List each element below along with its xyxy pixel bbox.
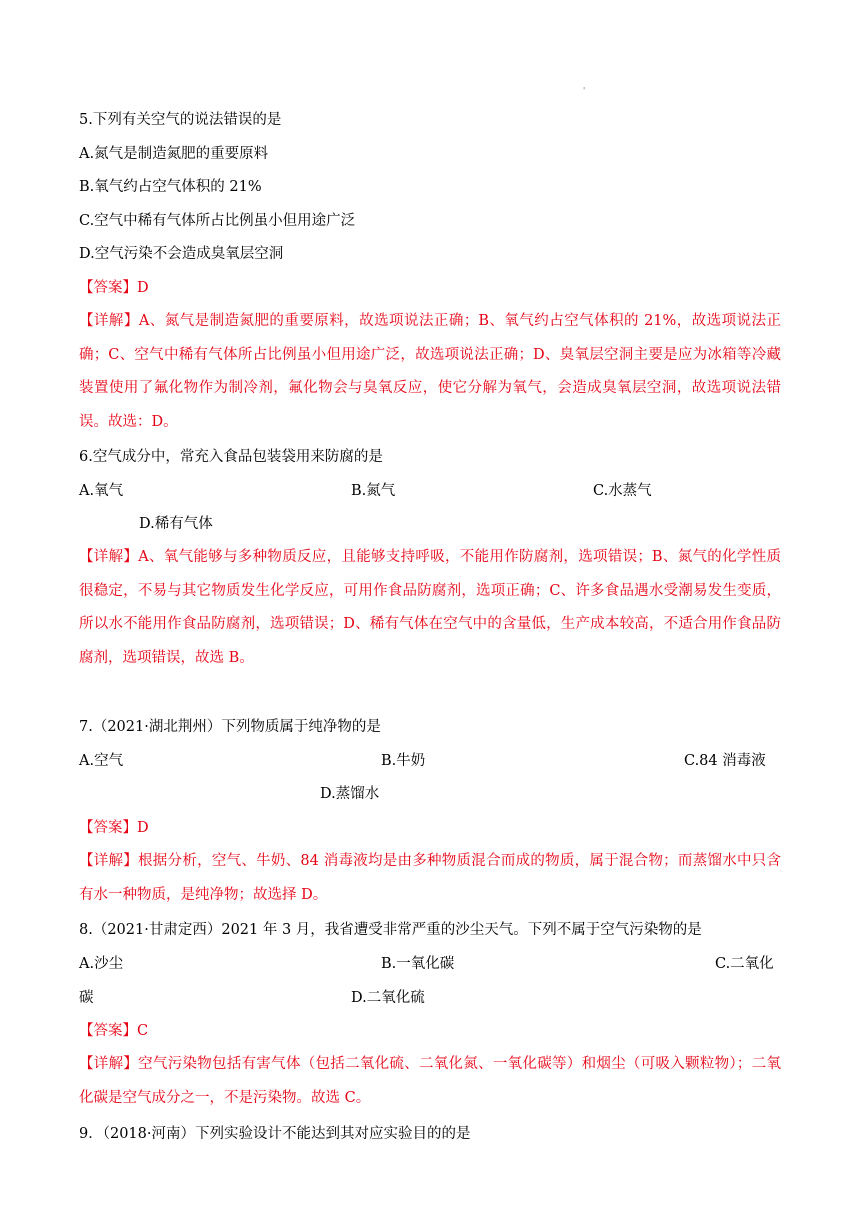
q6-option-c: C.水蒸气 — [593, 483, 652, 499]
q7-explanation: 【详解】根据分析，空气、牛奶、84 消毒液均是由多种物质混合而成的物质，属于混合物；而蒸馏水中只含有水一种物质，是纯净物；故选择 D。 — [79, 853, 781, 903]
q7-option-b: B.牛奶 — [381, 753, 426, 769]
q5-option-d: D.空气污染不会造成臭氧层空洞 — [79, 246, 284, 262]
q8-explanation: 【详解】空气污染物包括有害气体（包括二氧化硫、二氧化氮、一氧化碳等）和烟尘（可吸入颗粒物）；二氧化碳是空气成分之一，不是污染物。故选 C。 — [79, 1056, 781, 1106]
q6-option-d: D.稀有气体 — [139, 516, 213, 532]
q5-explanation: 【详解】A、氮气是制造氮肥的重要原料，故选项说法正确；B、氧气约占空气体积的 21%，故选项说法正确；C、空气中稀有气体所占比例虽小但用途广泛，故选项说法正确；D、臭氧层空洞主要是应为冰箱等冷藏装置使用了氟化物作为制冷剂，氟化物会与臭氧反应，使它分解为氧气，会造成臭氧层空洞，故选项说法错误。故选：D。 — [79, 313, 781, 430]
q6-explanation: 【详解】A、氧气能够与多种物质反应，且能够支持呼吸，不能用作防腐剂，选项错误；B、氮气的化学性质很稳定，不易与其它物质发生化学反应，可用作食品防腐剂，选项正确；C、许多食品遇水受潮易发生变质，所以水不能用作食品防腐剂，选项错误；D、稀有气体在空气中的含量低，生产成本较高，不适合用作食品防腐剂，选项错误，故选 B。 — [79, 549, 781, 666]
q8-option-b: B.一氧化碳 — [381, 956, 455, 972]
q7-option-c: C.84 消毒液 — [684, 753, 766, 769]
q8-option-a: A.沙尘 — [79, 956, 124, 972]
q5-option-c: C.空气中稀有气体所占比例虽小但用途广泛 — [79, 213, 356, 229]
q7-stem: 7.（2021·湖北荆州）下列物质属于纯净物的是 — [79, 719, 381, 735]
q8-stem: 8.（2021·甘肃定西）2021 年 3 月，我省遭受非常严重的沙尘天气。下列不属于空气污染物的是 — [79, 922, 702, 938]
q6-stem: 6.空气成分中，常充入食品包装袋用来防腐的是 — [79, 449, 383, 465]
q8-option-c: C.二氧化 — [715, 956, 774, 972]
q7-answer: 【答案】D — [79, 820, 149, 836]
q6-option-b: B.氮气 — [351, 483, 396, 499]
q6-option-a: A.氧气 — [79, 483, 124, 499]
q8-option-d: D.二氧化硫 — [351, 990, 425, 1006]
q5-option-a: A.氮气是制造氮肥的重要原料 — [79, 146, 269, 162]
q8-answer: 【答案】C — [79, 1023, 149, 1039]
q9-stem: 9．（2018·河南）下列实验设计不能达到其对应实验目的的是 — [79, 1126, 471, 1142]
q7-option-d: D.蒸馏水 — [320, 786, 380, 802]
q5-option-b: B.氧气约占空气体积的 21% — [79, 179, 262, 195]
header-mark: ' — [583, 86, 586, 95]
q7-option-a: A.空气 — [79, 753, 124, 769]
q5-stem: 5.下列有关空气的说法错误的是 — [79, 112, 282, 128]
q8-option-c-cont: 碳 — [79, 990, 94, 1006]
q5-answer: 【答案】D — [79, 280, 149, 296]
